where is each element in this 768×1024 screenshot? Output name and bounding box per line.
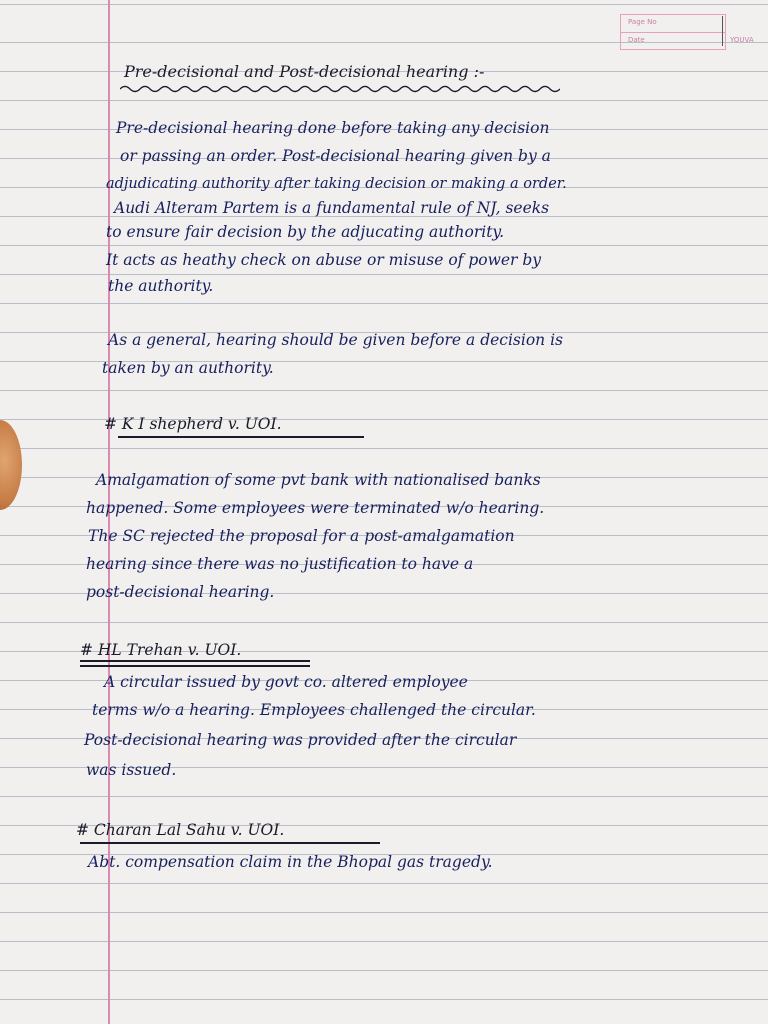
case-heading: # K I shepherd v. UOI.: [104, 415, 282, 433]
paragraph-line: taken by an authority.: [102, 359, 274, 377]
case-line: Post-decisional hearing was provided after the circular: [84, 731, 517, 749]
case-heading-underline: [80, 665, 310, 667]
paragraph-line: Audi Alteram Partem is a fundamental rule of NJ, seeks: [114, 199, 550, 217]
thumb-image: [0, 420, 22, 510]
case-line: A circular issued by govt co. altered employee: [104, 673, 468, 691]
case-line: was issued.: [86, 761, 177, 779]
paragraph-line: As a general, hearing should be given before a decision is: [108, 331, 563, 349]
case-heading: # Charan Lal Sahu v. UOI.: [76, 821, 285, 839]
title-wavy-underline: [120, 84, 560, 94]
case-line: Abt. compensation claim in the Bhopal gas tragedy.: [88, 853, 493, 871]
paragraph-line: to ensure fair decision by the adjucating authority.: [106, 223, 505, 241]
page-title: Pre-decisional and Post-decisional hearing :-: [124, 62, 485, 81]
paragraph-line: or passing an order. Post-decisional hearing given by a: [120, 147, 551, 165]
case-heading-underline: [80, 842, 380, 844]
paragraph-line: Pre-decisional hearing done before taking any decision: [116, 119, 550, 137]
case-heading: # HL Trehan v. UOI.: [80, 641, 242, 659]
case-line: post-decisional hearing.: [86, 583, 275, 601]
case-heading-underline: [80, 660, 310, 662]
date-label: Date: [628, 36, 645, 44]
page-header-box: [616, 0, 768, 50]
case-line: hearing since there was no justification to have a: [86, 555, 474, 573]
case-line: Amalgamation of some pvt bank with nationalised banks: [96, 471, 541, 489]
case-line: The SC rejected the proposal for a post-amalgamation: [88, 527, 515, 545]
case-line: happened. Some employees were terminated w/o hearing.: [86, 499, 545, 517]
case-heading-underline: [118, 436, 364, 438]
paragraph-line: It acts as heathy check on abuse or misuse of power by: [106, 251, 542, 269]
page-no-label: Page No: [628, 18, 657, 26]
paragraph-line: the authority.: [108, 277, 214, 295]
brand-label: YOUVA: [730, 36, 754, 44]
case-line: terms w/o a hearing. Employees challenged the circular.: [92, 701, 536, 719]
paragraph-line: adjudicating authority after taking decision or making a order.: [106, 176, 567, 192]
